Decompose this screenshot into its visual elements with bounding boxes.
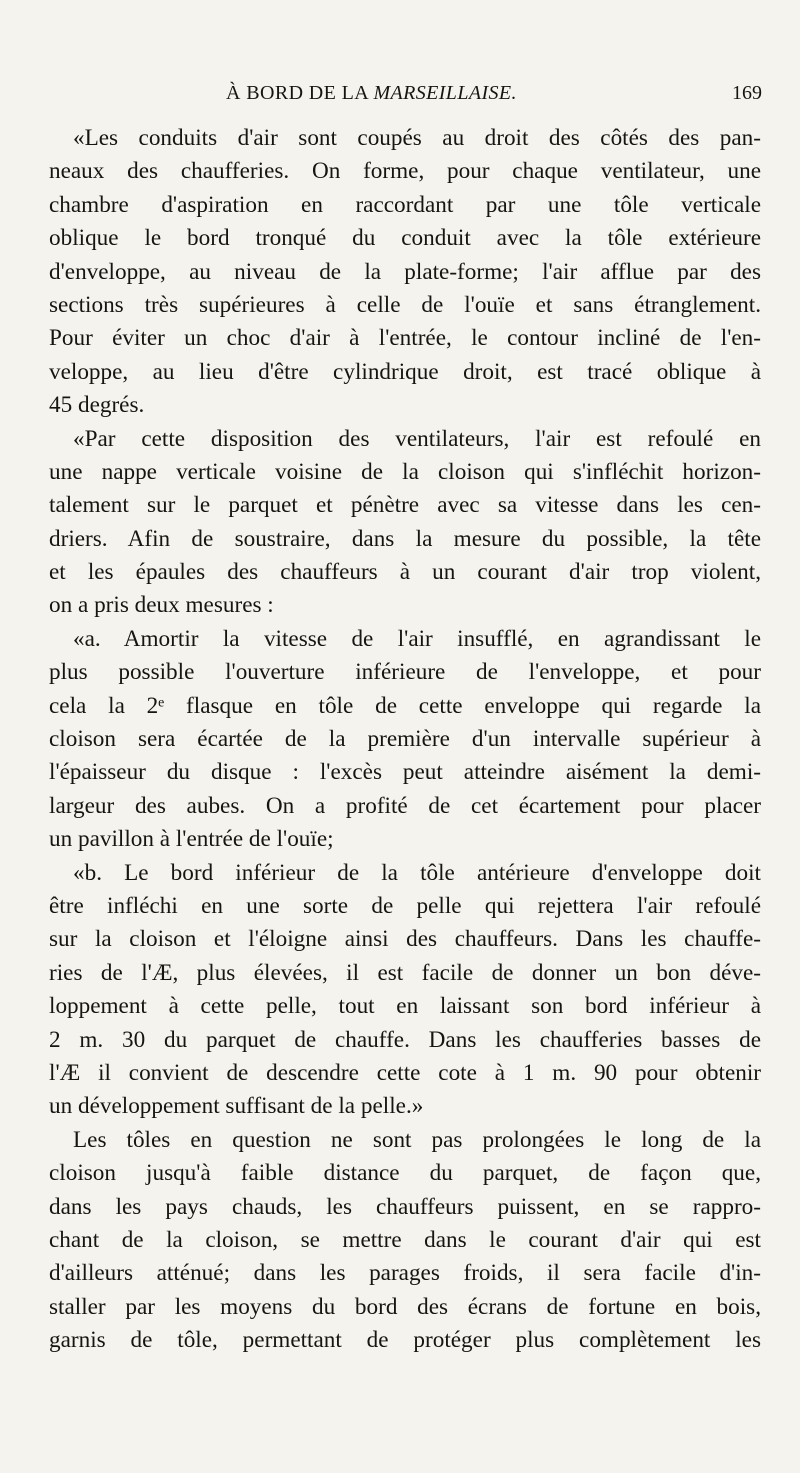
text-line: staller par les moyens du bord des écrans de fortune en bois,: [49, 1293, 761, 1320]
text-line: dans les pays chauds, les chauffeurs puissent, en se rappro-: [49, 1193, 761, 1220]
text-line: driers. Afin de soustraire, dans la mesure du possible, la tête: [49, 525, 761, 552]
text-line: talement sur le parquet et pénètre avec sa vitesse dans les cen-: [49, 492, 761, 519]
text-line: veloppe, au lieu d'être cylindrique droit, est tracé oblique à: [49, 358, 761, 385]
page-number: 169: [732, 82, 762, 104]
text-line: chambre d'aspiration en raccordant par une tôle verticale: [49, 191, 761, 218]
text-line: oblique le bord tronqué du conduit avec la tôle extérieure: [49, 225, 761, 252]
text-line: l'épaisseur du disque : l'excès peut atteindre aisément la demi-: [49, 759, 761, 786]
running-header: [48, 82, 768, 116]
text-line: une nappe verticale voisine de la cloison qui s'infléchit horizon-: [49, 458, 761, 485]
text-line: d'ailleurs atténué; dans les parages froids, il sera facile d'in-: [49, 1260, 761, 1287]
text-line: loppement à cette pelle, tout en laissant son bord inférieur à: [49, 993, 761, 1020]
text-line: être infléchi en une sorte de pelle qui rejettera l'air refoulé: [49, 892, 761, 919]
body-text: [49, 122, 761, 1357]
text-line: largeur des aubes. On a profité de cet écartement pour placer: [49, 792, 761, 819]
text-line: 45 degrés.: [49, 392, 145, 419]
text-line: on a pris deux mesures :: [49, 592, 274, 619]
text-line: d'enveloppe, au niveau de la plate-forme; l'air afflue par des: [49, 258, 761, 285]
text-line: «b. Le bord inférieur de la tôle antérieure d'enveloppe doit: [73, 859, 761, 886]
text-line: cloison sera écartée de la première d'un intervalle supérieur à: [49, 726, 761, 753]
text-line: et les épaules des chauffeurs à un courant d'air trop violent,: [49, 559, 761, 586]
text-line: un développement suffisant de la pelle.»: [49, 1093, 424, 1120]
text-line: plus possible l'ouverture inférieure de l'enveloppe, et pour: [49, 659, 761, 686]
running-title-italic: MARSEILLAISE.: [373, 82, 517, 104]
running-title-prefix: À BORD DE LA: [226, 82, 374, 104]
text-line: «Par cette disposition des ventilateurs, l'air est refoulé en: [73, 425, 761, 452]
text-line: l'Æ il convient de descendre cette cote à 1 m. 90 pour obtenir: [49, 1059, 761, 1086]
text-line: cloison jusqu'à faible distance du parquet, de façon que,: [49, 1160, 761, 1187]
text-line: ries de l'Æ, plus élevées, il est facile de donner un bon déve-: [49, 959, 761, 986]
text-line: Pour éviter un choc d'air à l'entrée, le contour incliné de l'en-: [49, 325, 761, 352]
text-line: Les tôles en question ne sont pas prolongées le long de la: [73, 1126, 761, 1153]
text-line: sur la cloison et l'éloigne ainsi des chauffeurs. Dans les chauffe-: [49, 926, 761, 953]
text-line: garnis de tôle, permettant de protéger plus complètement les: [49, 1327, 761, 1354]
text-line: un pavillon à l'entrée de l'ouïe;: [49, 826, 334, 853]
text-line: «Les conduits d'air sont coupés au droit des côtés des pan-: [73, 125, 761, 151]
text-line: neaux des chaufferies. On forme, pour chaque ventilateur, une: [49, 158, 761, 185]
text-line: chant de la cloison, se mettre dans le courant d'air qui est: [49, 1226, 761, 1253]
text-line: 2 m. 30 du parquet de chauffe. Dans les chaufferies basses de: [49, 1026, 761, 1053]
running-title: [226, 82, 517, 105]
text-line: cela la 2ᵉ flasque en tôle de cette enveloppe qui regarde la: [49, 692, 761, 719]
text-line: sections très supérieures à celle de l'ouïe et sans étranglement.: [49, 291, 761, 318]
text-line: «a. Amortir la vitesse de l'air insufflé, en agrandissant le: [73, 625, 761, 652]
